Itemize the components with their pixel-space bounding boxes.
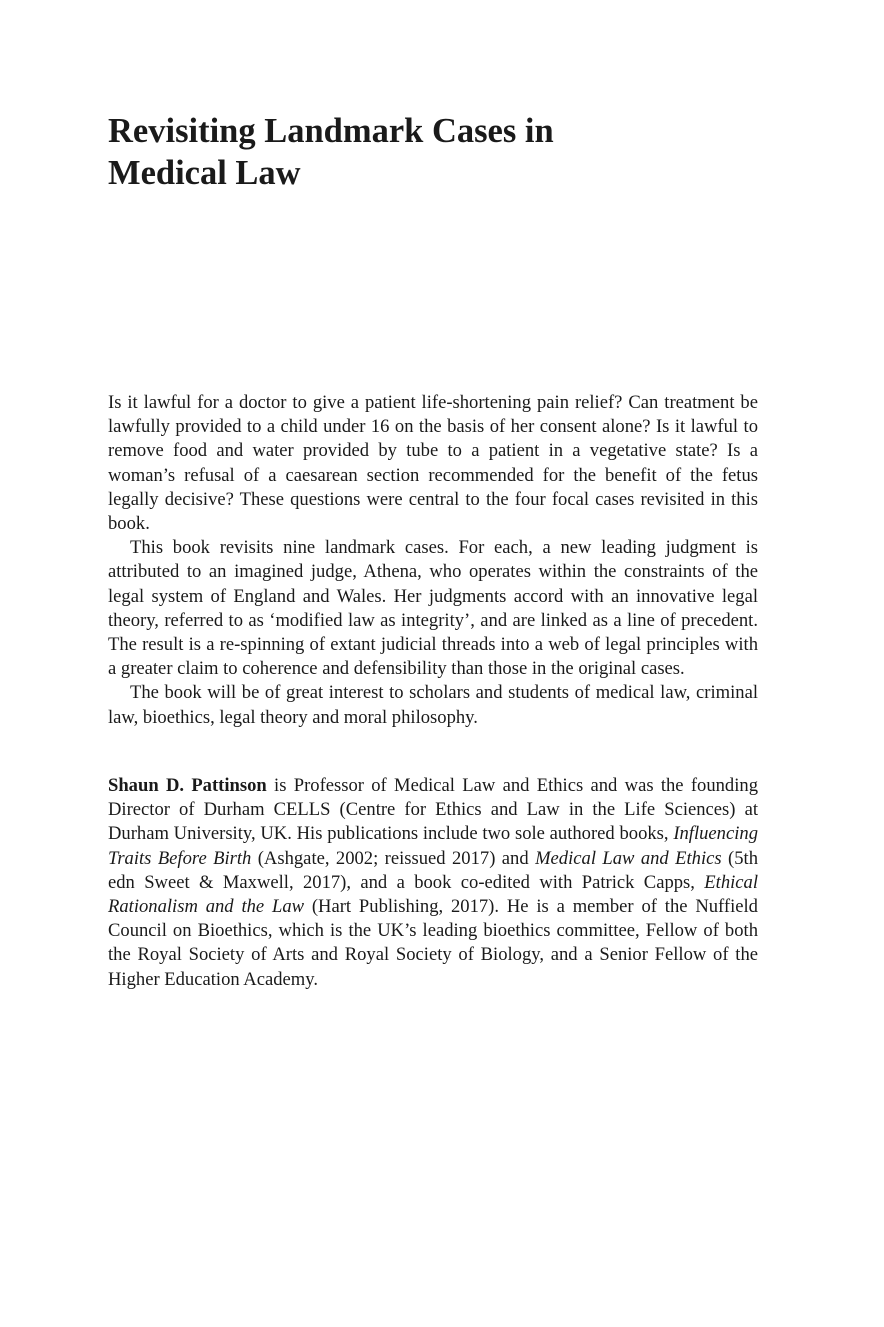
title-line-1: Revisiting Landmark Cases in <box>108 112 554 150</box>
description-paragraph: The book will be of great interest to scholars and students of medical law, criminal law, bioethics, legal theory and moral philosophy. <box>108 682 758 728</box>
page-title <box>108 110 768 194</box>
bio-text: (5th edn Sweet & Maxwell, 2017), and a book co-edited with Patrick Capps, <box>108 847 758 893</box>
book-title-italic: Ethical Rationalism and the Law <box>108 871 758 918</box>
book-description <box>108 391 758 730</box>
book-title-italic: Medical Law and Ethics <box>535 847 722 869</box>
description-paragraph: This book revisits nine landmark cases. For each, a new leading judgment is attributed to an imagined judge, Athena, who operates within the constraints of the legal system of England and Wales. Her judgments accord with an innovative legal theory, referred to as ‘modified law as integrity’, and are linked as a line of precedent. The result is a re-spinning of extant judicial threads into a web of legal principles with a greater claim to coherence and defensibility than those in the original cases. <box>108 537 758 680</box>
bio-text: is Professor of Medical Law and Ethics and was the founding Director of Durham CELLS (Centre for Ethics and Law in the Life Sciences) at Durham University, UK. His publications include two sole authored books, <box>108 775 758 845</box>
author-biography <box>108 774 758 992</box>
description-paragraph: Is it lawful for a doctor to give a patient life-shortening pain relief? Can treatment be lawfully provided to a child under 16 on the basis of her consent alone? Is it lawful to remove food and water provided by tube to a patient in a vegetative state? Is a woman’s refusal of a caesarean section recommended for the benefit of the fetus legally decisive? These questions were central to the four focal cases revisited in this book. <box>108 392 758 535</box>
bio-text: (Hart Publishing, 2017). He is a member of the Nuffield Council on Bioethics, which is the UK’s leading bioethics committee, Fellow of both the Royal Society of Arts and Royal Society of Biology, and a Senior Fellow of the Higher Education Academy. <box>108 896 758 990</box>
book-title-italic: Influencing Traits Before Birth <box>108 823 758 869</box>
author-name: Shaun D. Pattinson <box>108 775 267 796</box>
bio-text: (Ashgate, 2002; reissued 2017) and <box>251 847 536 869</box>
title-line-2: Medical Law <box>108 154 301 192</box>
